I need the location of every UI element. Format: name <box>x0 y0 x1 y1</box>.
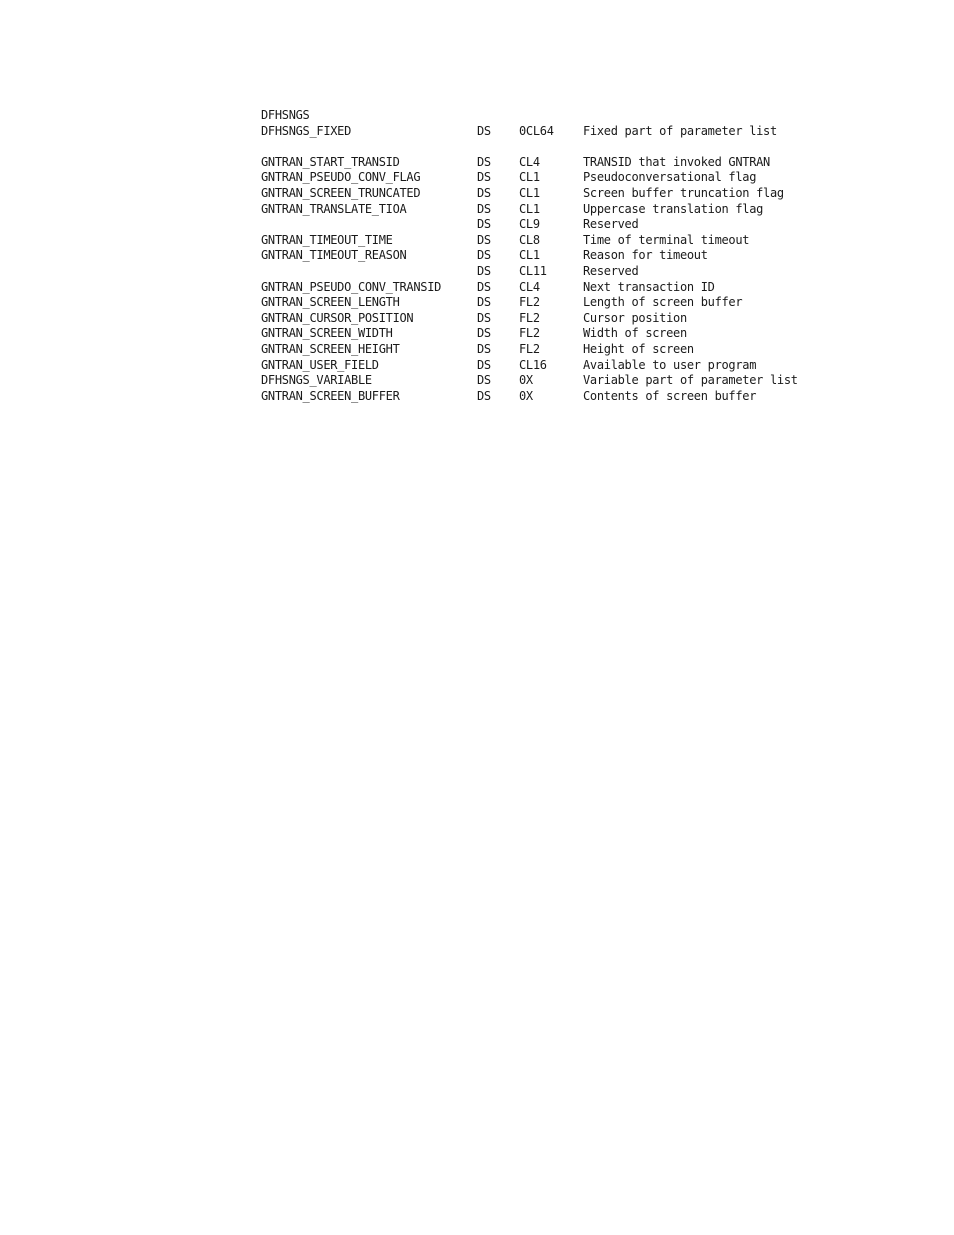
field-type: CL8 <box>519 232 540 247</box>
field-description: Contents of screen buffer <box>583 388 757 403</box>
field-description: TRANSID that invoked GNTRAN <box>583 154 770 169</box>
field-description: Reason for timeout <box>583 248 708 263</box>
field-type: CL1 <box>519 185 540 200</box>
field-description: Height of screen <box>583 341 694 356</box>
field-op: DS <box>477 295 491 310</box>
field-name: GNTRAN_CURSOR_POSITION <box>261 310 414 325</box>
listing-row <box>261 170 757 186</box>
field-type: CL11 <box>519 263 547 278</box>
field-description: Screen buffer truncation flag <box>583 185 784 200</box>
field-op: DS <box>477 154 491 169</box>
listing-row <box>261 357 757 374</box>
field-type: CL16 <box>519 357 547 372</box>
field-type: FL2 <box>519 295 540 310</box>
dsect-listing <box>261 108 798 404</box>
field-name: GNTRAN_SCREEN_TRUNCATED <box>261 185 421 200</box>
listing-row <box>261 279 715 296</box>
field-name: DFHSNGS <box>261 108 310 122</box>
field-op: DS <box>477 310 491 325</box>
field-type: CL4 <box>519 279 540 294</box>
field-type: CL9 <box>519 217 540 232</box>
field-description: Reserved <box>583 217 639 232</box>
field-op: DS <box>477 185 491 200</box>
listing-row <box>261 373 798 389</box>
field-op: DS <box>477 201 491 216</box>
field-name: GNTRAN_SCREEN_BUFFER <box>261 388 400 403</box>
listing-row <box>261 248 708 264</box>
field-op: DS <box>477 248 491 263</box>
field-name: DFHSNGS_VARIABLE <box>261 373 372 388</box>
field-name: GNTRAN_SCREEN_HEIGHT <box>261 341 400 356</box>
field-description: Reserved <box>583 263 639 278</box>
listing-row <box>261 201 764 218</box>
field-description: Length of screen buffer <box>583 295 743 310</box>
field-description: Fixed part of parameter list <box>583 123 777 138</box>
field-type: FL2 <box>519 310 540 325</box>
field-description: Time of terminal timeout <box>583 232 750 247</box>
listing-row <box>261 341 694 358</box>
field-type: CL1 <box>519 170 540 185</box>
field-description: Uppercase translation flag <box>583 201 764 216</box>
listing-row <box>261 108 310 124</box>
field-name: GNTRAN_SCREEN_WIDTH <box>261 326 393 341</box>
field-type: FL2 <box>519 341 540 356</box>
listing-row <box>261 185 784 202</box>
field-name: GNTRAN_TIMEOUT_TIME <box>261 232 393 247</box>
field-op: DS <box>477 341 491 356</box>
field-name: GNTRAN_SCREEN_LENGTH <box>261 295 400 310</box>
field-description: Cursor position <box>583 310 687 325</box>
field-op: DS <box>477 388 491 403</box>
field-op: DS <box>477 123 491 138</box>
field-description: Available to user program <box>583 357 757 372</box>
field-op: DS <box>477 170 491 185</box>
field-description: Variable part of parameter list <box>583 373 798 388</box>
listing-row <box>261 217 639 233</box>
field-type: FL2 <box>519 326 540 341</box>
listing-row <box>261 326 687 342</box>
listing-row <box>261 263 639 280</box>
field-op: DS <box>477 217 491 232</box>
field-type: 0X <box>519 388 533 403</box>
field-name: GNTRAN_START_TRANSID <box>261 154 400 169</box>
field-description: Width of screen <box>583 326 687 341</box>
field-name: DFHSNGS_FIXED <box>261 123 352 138</box>
listing-row <box>261 388 757 405</box>
field-name: GNTRAN_TRANSLATE_TIOA <box>261 201 407 216</box>
field-type: CL1 <box>519 201 540 216</box>
field-op: DS <box>477 357 491 372</box>
field-op: DS <box>477 373 491 388</box>
field-type: CL1 <box>519 248 540 263</box>
field-op: DS <box>477 279 491 294</box>
listing-blank-row <box>261 139 289 155</box>
field-description: Next transaction ID <box>583 279 715 294</box>
field-name: GNTRAN_PSEUDO_CONV_FLAG <box>261 170 421 185</box>
field-name: GNTRAN_TIMEOUT_REASON <box>261 248 407 263</box>
field-name: GNTRAN_USER_FIELD <box>261 357 379 372</box>
field-type: 0X <box>519 373 533 388</box>
field-op: DS <box>477 263 491 278</box>
field-op: DS <box>477 232 491 247</box>
field-type: CL4 <box>519 154 540 169</box>
listing-row <box>261 310 687 327</box>
field-name: GNTRAN_PSEUDO_CONV_TRANSID <box>261 279 442 294</box>
listing-row <box>261 154 770 171</box>
listing-row <box>261 123 777 140</box>
field-description: Pseudoconversational flag <box>583 170 757 185</box>
field-type: 0CL64 <box>519 123 554 138</box>
field-op: DS <box>477 326 491 341</box>
listing-row <box>261 232 750 249</box>
listing-row <box>261 295 743 311</box>
